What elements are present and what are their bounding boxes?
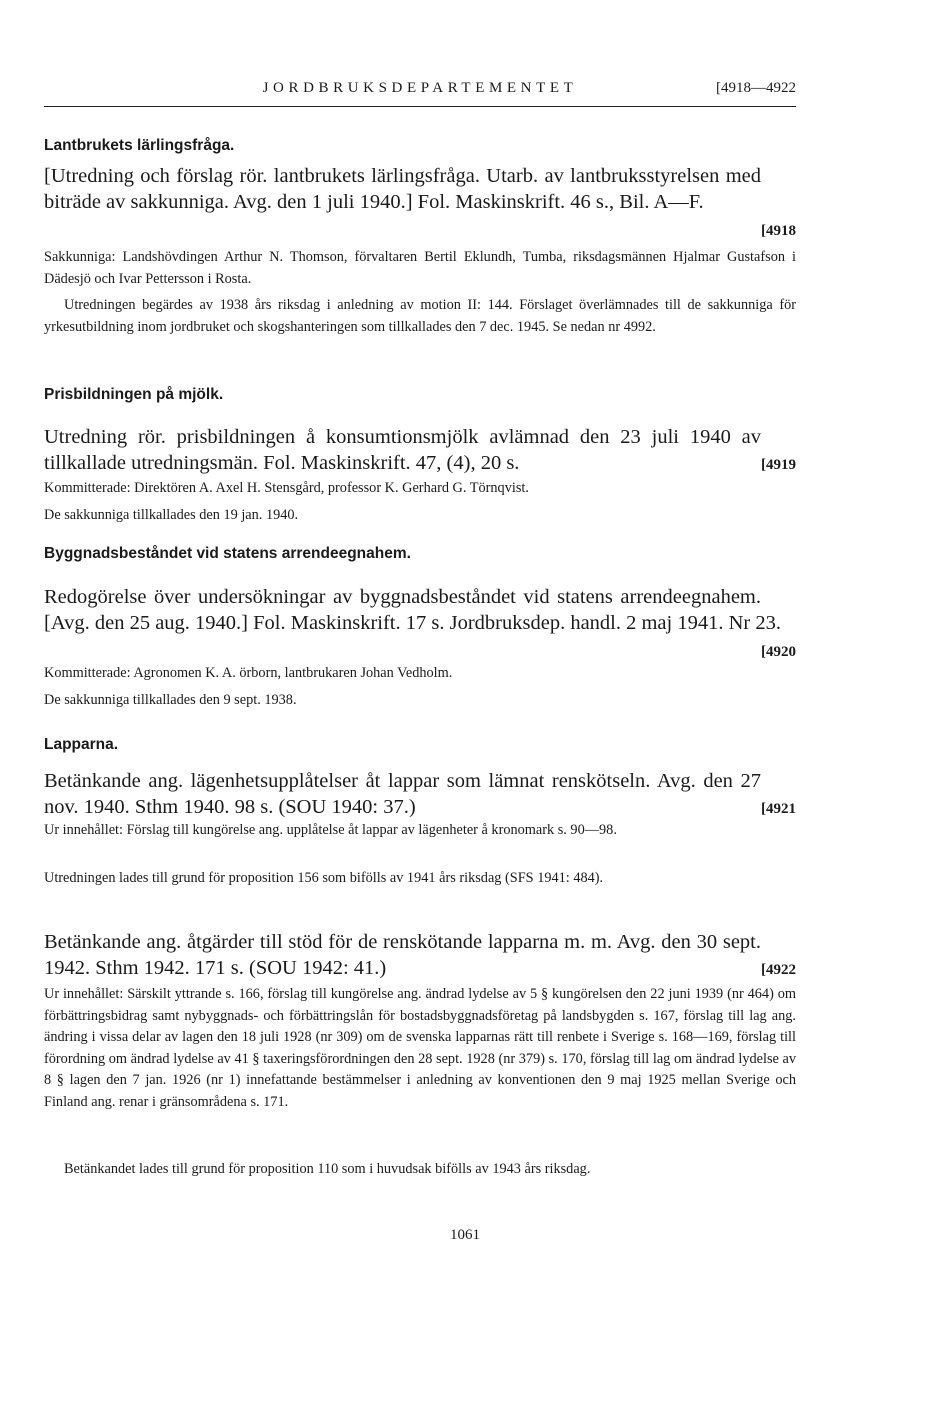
running-header xyxy=(44,76,796,107)
members-text: Kommitterade: Direktören A. Axel H. Stensgård, professor K. Gerhard G. Törnqvist. xyxy=(44,480,529,496)
department-title: JORDBRUKSDEPARTEMENTET xyxy=(262,80,578,96)
entry-4921 xyxy=(44,768,796,820)
entry-4922 xyxy=(44,929,796,981)
note-text: Utredningen begärdes av 1938 års riksdag i anledning av motion II: 144. Förslaget överlämnades till de sakkunniga för yrkesutbildning inom jordbruket och skogshanteringen som tillkallades den 7 dec. 1945. Se nedan nr 4992. xyxy=(44,297,796,335)
section-heading: Lantbrukets lärlingsfråga. xyxy=(44,137,235,154)
entry-number: [4921 xyxy=(761,801,796,817)
note-text: De sakkunniga tillkallades den 19 jan. 1940. xyxy=(44,507,299,523)
note-text: Utredningen lades till grund för proposition 156 som bifölls av 1941 års riksdag (SFS 1941: 484). xyxy=(44,870,604,886)
members-text: Sakkunniga: Landshövdingen Arthur N. Thomson, förvaltaren Bertil Eklundh, Tumba, riksdagsmännen Hjalmar Gustafson i Dädesjö och Ivar Pettersson i Rosta. xyxy=(44,249,796,287)
members-text: Kommitterade: Agronomen K. A. örborn, lantbrukaren Johan Vedholm. xyxy=(44,665,453,681)
entry-4920 xyxy=(44,584,796,660)
entry-number: [4918 xyxy=(761,223,796,239)
entry-number: [4920 xyxy=(761,644,796,660)
entry-text: Betänkande ang. lägenhetsupplåtelser åt lappar som lämnat renskötseln. Avg. den 27 nov. 1940. Sthm 1940. 98 s. (SOU 1940: 37.) xyxy=(44,770,761,818)
section-heading: Prisbildningen på mjölk. xyxy=(44,386,224,403)
note-text: De sakkunniga tillkallades den 9 sept. 1938. xyxy=(44,692,297,708)
entry-text: Redogörelse över undersökningar av byggnadsbeståndet vid statens arrendeegnahem. [Avg. den 25 aug. 1940.] Fol. Maskinskrift. 17 s. Jordbruksdep. handl. 2 maj 1941. Nr 23. xyxy=(44,586,781,634)
entry-text: Utredning rör. prisbildningen å konsumtionsmjölk avlämnad den 23 juli 1940 av tillkallade utredningsmän. Fol. Maskinskrift. 47, (4), 20 s. xyxy=(44,426,761,474)
members-text: Ur innehållet: Särskilt yttrande s. 166, förslag till kungörelse ang. ändrad lydelse av 5 § kungörelsen den 22 juni 1939 (nr 464) om förbättringsbidrag samt nybyggnads- och förbättringslån för bostadsbyggnadsföretag på landsbygden s. 167, förslag till lag ang. ändring i vissa delar av lagen den 18 juli 1928 (nr 309) om de svenska lapparnas rätt till renbete i Sverige s. 168—169, förslag till förordning om ändrad lydelse av 41 § taxeringsförordningen den 28 sept. 1928 (nr 379) s. 170, förslag till lag om ändrad lydelse av 8 § lagen den 7 jan. 1926 (nr 1) innefattande bestämmelser i anledning av konventionen den 9 maj 1925 mellan Sverige och Finland ang. renar i gränsområdena s. 171. xyxy=(44,986,796,1110)
entry-number: [4922 xyxy=(761,962,796,978)
entry-text: Betänkande ang. åtgärder till stöd för de renskötande lapparna m. m. Avg. den 30 sept. 1942. Sthm 1942. 171 s. (SOU 1942: 41.) xyxy=(44,931,761,979)
section-heading: Lapparna. xyxy=(44,736,119,753)
entry-4918 xyxy=(44,163,796,239)
members-text: Ur innehållet: Förslag till kungörelse ang. upplåtelse åt lappar av lägenheter å kronomark s. 90—98. xyxy=(44,822,617,838)
entry-text: [Utredning och förslag rör. lantbrukets lärlingsfråga. Utarb. av lantbruksstyrelsen med biträde av sakkunniga. Avg. den 1 juli 1940.] Fol. Maskinskrift. 46 s., Bil. A—F. xyxy=(44,165,761,213)
page-number: 1061 xyxy=(450,1227,480,1243)
note-text: Betänkandet lades till grund för proposition 110 som i huvudsak bifölls av 1943 års riksdag. xyxy=(64,1161,591,1177)
entry-4919 xyxy=(44,424,796,476)
entry-range: [4918—4922 xyxy=(716,80,796,96)
entry-number: [4919 xyxy=(761,457,796,473)
section-heading: Byggnadsbeståndet vid statens arrendeegnahem. xyxy=(44,545,411,562)
